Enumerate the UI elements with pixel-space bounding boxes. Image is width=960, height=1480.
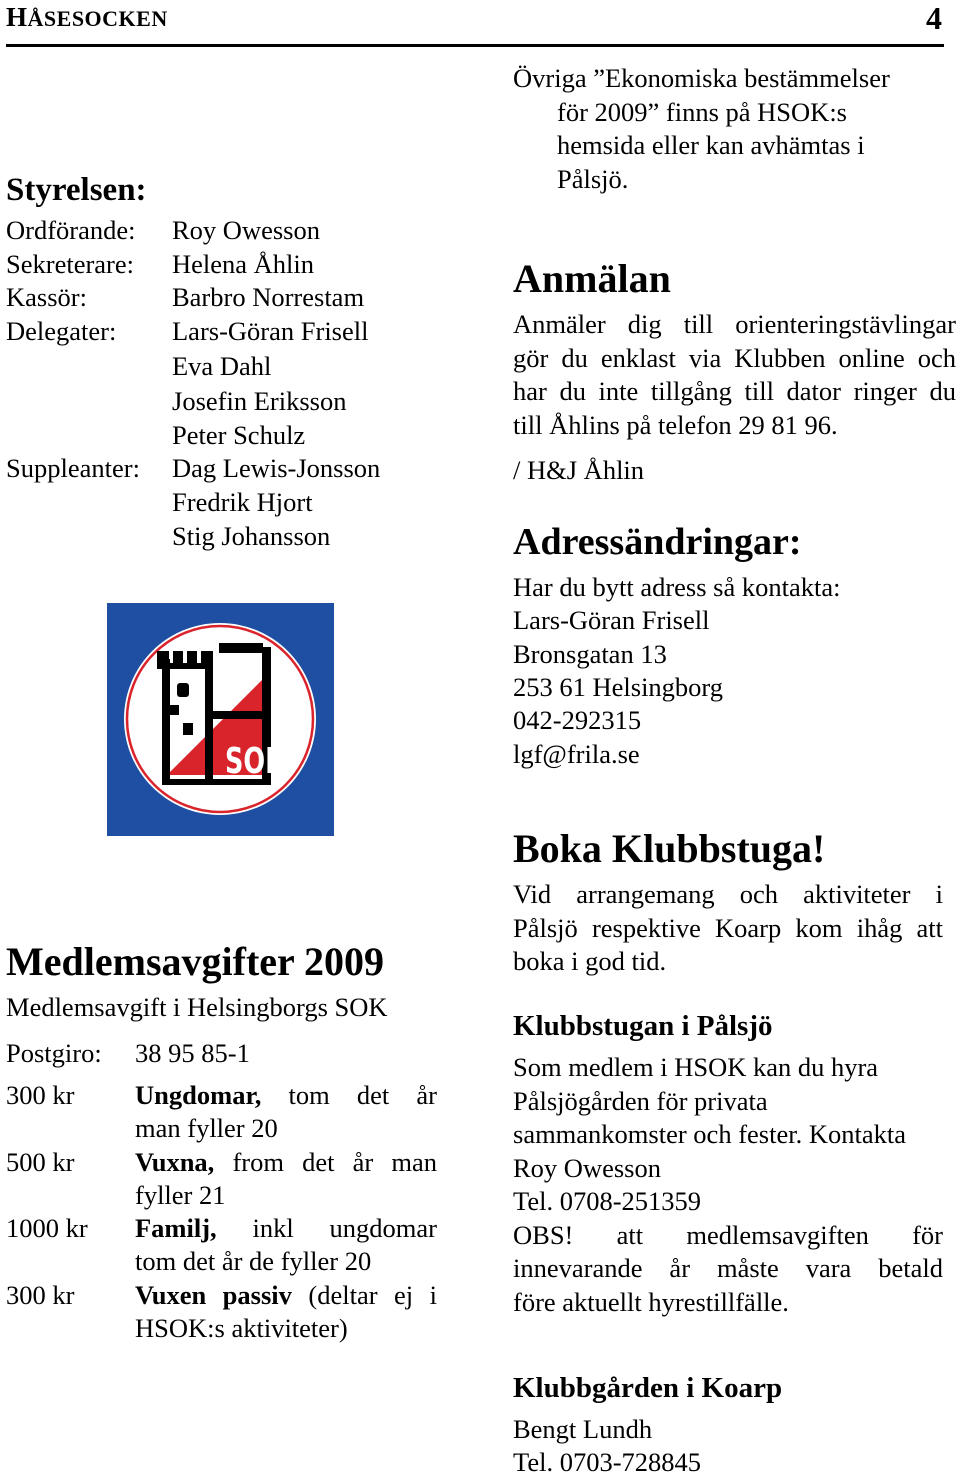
economy-line-1: Övriga ”Ekonomiska bestämmelser	[513, 63, 890, 93]
palsjo-line: sammankomster och fester. Kontakta	[513, 1119, 906, 1149]
board-member-name: Fredrik Hjort	[172, 487, 313, 517]
fee-description-line-2: fyller 21	[135, 1180, 226, 1210]
fee-description-line-1	[135, 1146, 437, 1180]
signup-line-4: till Åhlins på telefon 29 81 96.	[513, 410, 838, 440]
board-member-name: Roy Owesson	[172, 215, 320, 245]
booking-line-3: boka i god tid.	[513, 946, 667, 976]
fee-description-rest: tom det år	[288, 1080, 438, 1110]
fee-description-line-2: HSOK:s aktiviteter)	[135, 1313, 348, 1343]
title-initial: H	[6, 2, 28, 32]
title-rest: ÅSESOCKEN	[27, 6, 168, 31]
address-line: Har du bytt adress så kontakta:	[513, 572, 841, 602]
address-line: Lars-Göran Frisell	[513, 605, 710, 635]
fee-description-line-1	[135, 1279, 437, 1313]
palsjo-line: Roy Owesson	[513, 1153, 661, 1183]
fee-description-line-2: tom det år de fyller 20	[135, 1246, 372, 1276]
palsjo-line: Som medlem i HSOK kan du hyra	[513, 1052, 879, 1082]
address-line: 042-292315	[513, 705, 642, 735]
address-line: lgf@frila.se	[513, 739, 640, 769]
postgiro-value: 38 95 85-1	[135, 1038, 250, 1068]
fee-category: Vuxen passiv	[135, 1280, 292, 1310]
address-line: Bronsgatan 13	[513, 639, 667, 669]
koarp-heading: Klubbgården i Koarp	[513, 1372, 783, 1404]
logo-text: SOK	[225, 741, 286, 782]
fee-amount: 500 kr	[6, 1147, 75, 1177]
hsok-logo	[107, 603, 334, 836]
page-number: 4	[926, 0, 942, 36]
economy-line-3: hemsida eller kan avhämtas i	[557, 130, 865, 160]
fee-category: Ungdomar,	[135, 1080, 262, 1110]
fees-heading: Medlemsavgifter 2009	[6, 939, 385, 984]
booking-line-1: Vid arrangemang och aktiviteter i	[513, 879, 943, 909]
fee-category: Familj,	[135, 1213, 217, 1243]
board-member-name: Eva Dahl	[172, 351, 272, 381]
palsjo-obs-1: OBS! att medlemsavgiften för	[513, 1220, 943, 1250]
board-role: Delegater:	[6, 316, 117, 346]
signup-signature: / H&J Åhlin	[513, 455, 645, 485]
newsletter-title	[6, 2, 168, 33]
fee-description-line-1	[135, 1079, 437, 1113]
signup-heading: Anmälan	[513, 256, 671, 301]
palsjo-obs-3: före aktuellt hyrestillfälle.	[513, 1287, 789, 1317]
board-heading: Styrelsen:	[6, 172, 147, 208]
board-member-name: Peter Schulz	[172, 420, 306, 450]
palsjo-obs-2: innevarande år måste vara betald	[513, 1253, 943, 1283]
koarp-contact: Bengt Lundh	[513, 1414, 653, 1444]
fees-subheading: Medlemsavgift i Helsingborgs SOK	[6, 992, 388, 1022]
palsjo-heading: Klubbstugan i Pålsjö	[513, 1010, 773, 1042]
economy-line-2: för 2009” finns på HSOK:s	[557, 97, 847, 127]
fee-description-rest: from det år man	[232, 1147, 437, 1177]
fee-amount: 300 kr	[6, 1080, 75, 1110]
fee-description-rest: inkl ungdomar	[252, 1213, 437, 1243]
address-line: 253 61 Helsingborg	[513, 672, 724, 702]
signup-line-3: har du inte tillgång till dator ringer du	[513, 376, 956, 406]
economy-line-4: Pålsjö.	[557, 164, 629, 194]
booking-heading: Boka Klubbstuga!	[513, 826, 826, 871]
signup-line-1: Anmäler dig till orienteringstävlingar	[513, 309, 956, 339]
header-rule	[6, 44, 944, 47]
board-member-name: Josefin Eriksson	[172, 386, 347, 416]
board-role: Ordförande:	[6, 215, 136, 245]
postgiro-label: Postgiro:	[6, 1038, 102, 1068]
fee-category: Vuxna,	[135, 1147, 215, 1177]
fee-amount: 300 kr	[6, 1280, 75, 1310]
fee-description-line-2: man fyller 20	[135, 1113, 278, 1143]
booking-line-2: Pålsjö respektive Koarp kom ihåg att	[513, 913, 943, 943]
palsjo-line: Tel. 0708-251359	[513, 1186, 702, 1216]
hsok-logo-image	[107, 603, 334, 836]
palsjo-line: Pålsjögården för privata	[513, 1086, 768, 1116]
address-heading: Adressändringar:	[513, 521, 802, 563]
board-member-name: Helena Åhlin	[172, 249, 315, 279]
fee-description-line-1	[135, 1212, 437, 1246]
koarp-phone: Tel. 0703-728845	[513, 1447, 702, 1477]
board-member-name: Barbro Norrestam	[172, 282, 365, 312]
board-member-name: Lars-Göran Frisell	[172, 316, 369, 346]
board-member-name: Dag Lewis-Jonsson	[172, 453, 381, 483]
signup-line-2: gör du enklast via Klubben online och	[513, 343, 956, 373]
board-role: Suppleanter:	[6, 453, 140, 483]
fee-description-rest: (deltar ej i	[308, 1280, 437, 1310]
board-role: Kassör:	[6, 282, 87, 312]
fee-amount: 1000 kr	[6, 1213, 88, 1243]
board-member-name: Stig Johansson	[172, 521, 331, 551]
board-role: Sekreterare:	[6, 249, 134, 279]
